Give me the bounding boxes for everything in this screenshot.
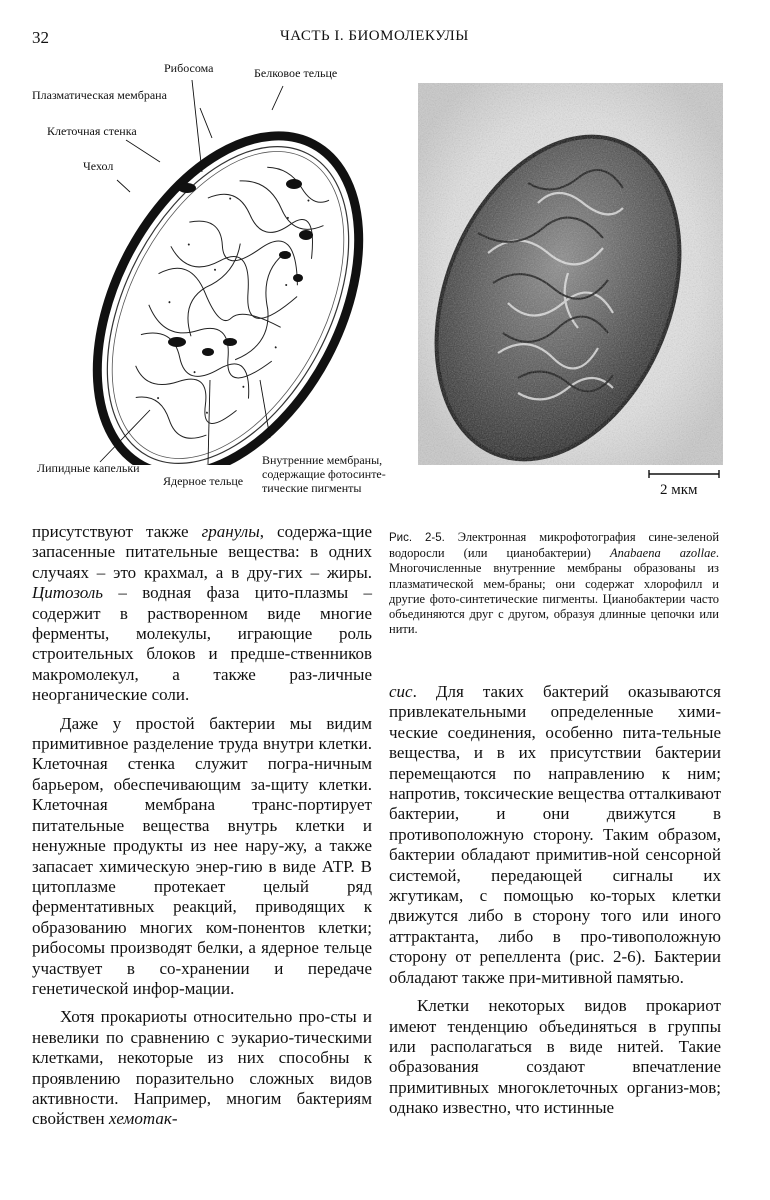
paragraph-left-2: Даже у простой бактерии мы видим примитивное разделение труда внутри клетки. Клеточная стенка служит погра-ничным барьером, обеспечивающим за-щиту клетки. Клеточная мембрана транс-портирует питательные вещества внутрь клетки и ненужные продукты из нее нару-жу, а также запасает химическую энер-гию в виде АТР. В цитоплазме протекает целый ряд ферментативных реакций, приводящих к образованию многих ком-понентов клетки; рибосомы производят белки, а ядерное тельце участвует в со-хранении и передаче генетической инфор-мации. <box>32 713 372 998</box>
label-plasma-membrane: Плазматическая мембрана <box>32 88 167 102</box>
label-ribosome: Рибосома <box>164 61 214 75</box>
electron-micrograph <box>418 83 723 465</box>
label-sheath: Чехол <box>83 159 114 173</box>
body-column-right <box>389 682 721 1119</box>
paragraph-left-3 <box>32 1007 372 1129</box>
term-granules: гранулы <box>201 522 260 541</box>
caption-text-1: Электронная микрофотография сине-зеленой водоросли (или цианобактерии) <box>389 530 720 561</box>
caption-label: Рис. 2-5. <box>389 532 445 544</box>
paragraph-right-2: Клетки некоторых видов прокариот имеют тенденцию объединяться в группы или располагаться в виде нитей. Такие образования создают впечатление примитивных многоклеточных организ-мов; однако известно, что истинные <box>389 996 721 1118</box>
scale-label: 2 мкм <box>660 482 698 498</box>
label-nuclear-body: Ядерное тельце <box>163 474 244 488</box>
text-run: , содержа-щие запасенные питательные вещества: в одних случаях – это крахмал, а в дру-гих – жиры. <box>32 522 372 582</box>
text-run: – водная фаза цито-плазмы – содержит в растворенном виде многие ферменты, молекулы, играющие роль строительных блоков и предше-ственников макромолекул, а также раз-личные неорганические соли. <box>32 583 372 705</box>
body-column-left <box>32 522 372 1130</box>
text-run: Хотя прокариоты относительно про-сты и невелики по сравнению с эукарио-тическими клетками, некоторые из них способны к проявлению поразительно сложных видов активности. Например, многим бактериям свойствен <box>32 1007 372 1129</box>
figure-caption <box>389 530 719 637</box>
label-inner-membranes: Внутренние мембраны, содержащие фотосинте-тические пигменты <box>262 453 386 495</box>
scale-bar <box>648 469 720 479</box>
running-head: ЧАСТЬ I. БИОМОЛЕКУЛЫ <box>280 28 469 44</box>
term-cytosol: Цитозоль <box>32 583 103 603</box>
paragraph-right-1 <box>389 682 721 988</box>
text-run: присутствуют также <box>32 522 202 541</box>
term-chemotaxis-start: хемотак- <box>108 1109 178 1129</box>
label-lipid-droplets: Липидные капельки <box>37 461 140 475</box>
text-run: . Для таких бактерий оказываются привлекательными определенные хими-ческие соединения, особенно пита-тельные вещества, и в их присутствии бактерии перемещаются по направлению к ним; напротив, токсические вещества отталкивают бактерии, и они движутся в противоположную сторону. Таким образом, бактерии обладают примитив-ной сенсорной системой, передающей сигналы их жгутикам, с помощью ко-торых клетки движутся либо в сторону того или иного аттрактанта, либо в про-тивоположную сторону от репеллента (рис. 2-6). Бактерии обладают также при-митивной памятью. <box>389 682 721 987</box>
term-chemotaxis-end: сис <box>389 682 413 701</box>
page-number: 32 <box>32 28 49 47</box>
label-cell-wall: Клеточная стенка <box>47 124 137 138</box>
paragraph-left-1 <box>32 522 372 706</box>
caption-text-2: . Многочисленные внутренние мембраны образованы из плазматической мем-браны; они содержат хлорофилл и другие фото-синтетические пигменты. Цианобактерии часто объединяются друг с другом, образуя длинные цепочки или нити. <box>389 546 719 637</box>
label-protein-body: Белковое тельце <box>254 66 338 80</box>
caption-species: Anabaena azollae <box>610 546 716 561</box>
